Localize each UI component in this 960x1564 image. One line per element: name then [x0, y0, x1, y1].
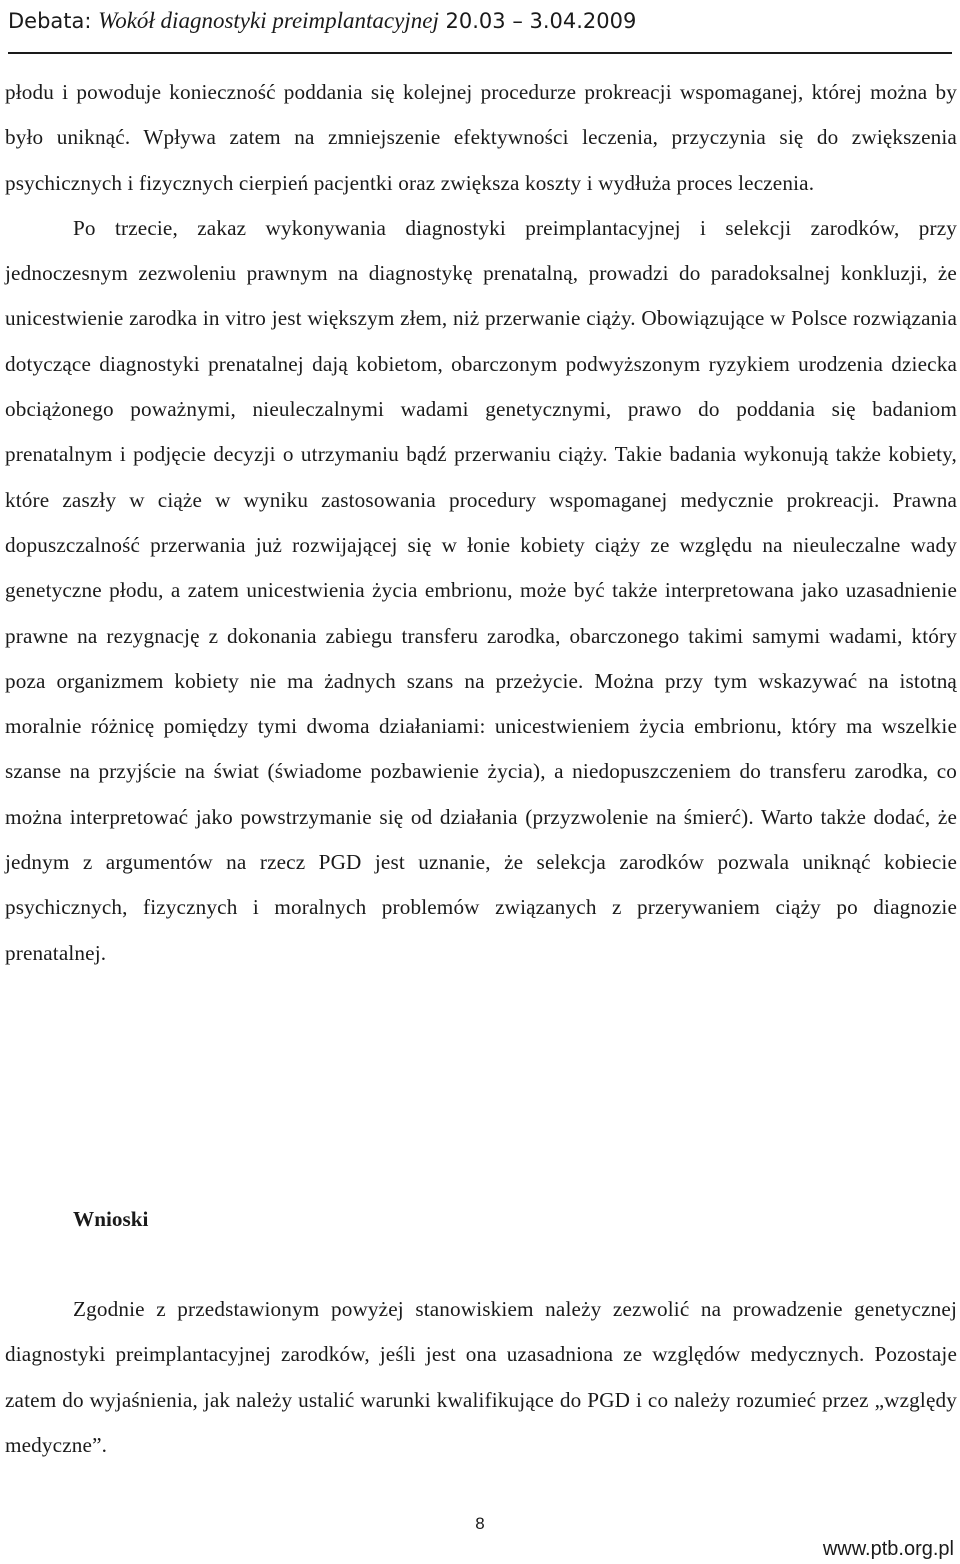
paragraph-third-argument: Po trzecie, zakaz wykonywania diagnostyki preimplantacyjnej i selekcji zarodków, przy jednoczesnym zezwoleniu prawnym na diagnostykę prenatalną, prowadzi do paradoksalnej konkluzji, że unicestwienie zarodka in vitro jest większym złem, niż przerwanie ciąży. Obowiązujące w Polsce rozwiązania dotyczące diagnostyki prenatalnej dają kobietom, obarczonym podwyższonym ryzykiem urodzenia dziecka obciążonego poważnymi, nieuleczalnymi wadami genetycznymi, prawo do poddania się badaniom prenatalnym i podjęcie decyzji o utrzymaniu bądź przerwaniu ciąży. Takie badania wykonują także kobiety, które zaszły w ciąże w wyniku zastosowania procedury wspomaganej medycznie prokreacji. Prawna dopuszczalność przerwania już rozwijającej się w łonie kobiety ciąży ze względu na nieuleczalne wady genetyczne płodu, a zatem unicestwienia życia embrionu, może być także interpretowana jako uzasadnienie prawne na rezygnację z dokonania zabiegu transferu zarodka, obarczonego takimi samymi wadami, który poza organizmem kobiety nie ma żadnych szans na przeżycie. Można przy tym wskazywać na istotną moralnie różnicę pomiędzy tymi dwoma działaniami: unicestwieniem życia embrionu, który ma wszelkie szanse na przyjście na świat (świadome pozbawienie życia), a niedopuszczeniem do transferu zarodka, co można interpretować jako powstrzymanie się od działania (przyzwolenie na śmierć). Warto także dodać, że jednym z argumentów na rzecz PGD jest uznanie, że selekcja zarodków pozwala uniknąć kobiecie psychicznych, fizycznych i moralnych problemów związanych z przerywaniem ciąży po diagnozie prenatalnej. [5, 215, 957, 965]
conclusions-paragraph: Zgodnie z przedstawionym powyżej stanowiskiem należy zezwolić na prowadzenie genetycznej diagnostyki preimplantacyjnej zarodków, jeśli jest ona uzasadniona ze względów medycznych. Pozostaje zatem do wyjaśnienia, jak należy ustalić warunki kwalifikujące do PGD i co należy rozumieć przez „względy medyczne”. [5, 1297, 957, 1457]
header-prefix: Debata: [8, 9, 99, 33]
section-heading-conclusions: Wnioski [73, 1207, 149, 1231]
header-dates: 20.03 – 3.04.2009 [445, 9, 637, 33]
header-title [8, 8, 636, 34]
footer-website: www.ptb.org.pl [822, 1538, 954, 1560]
header-debate-title: Wokół diagnostyki preimplantacyjnej [98, 8, 439, 33]
paragraph-continuation: płodu i powoduje konieczność poddania się kolejnej procedurze prokreacji wspomaganej, której można by było uniknąć. Wpływa zatem na zmniejszenie efektywności leczenia, przyczynia się do zwiększenia psychicznych i fizycznych cierpień pacjentki oraz zwiększa koszty i wydłuża proces leczenia. [5, 80, 957, 195]
page-number: 8 [475, 1514, 485, 1533]
document-body [5, 70, 957, 976]
page-header [8, 4, 952, 54]
